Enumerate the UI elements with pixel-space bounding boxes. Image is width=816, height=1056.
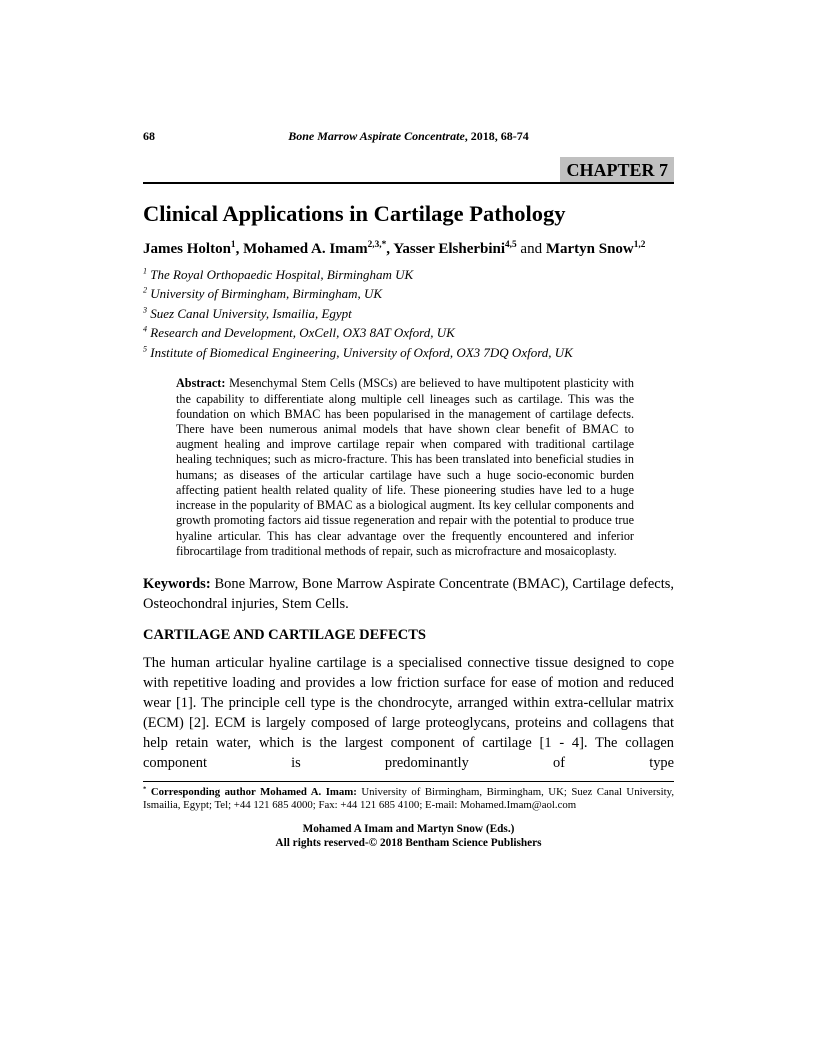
footnote-text: University of Birmingham, Birmingham, UK; Suez Canal University, Ismailia, Egypt; Tel; +44 121 685 4000; Fax: +44 121 685 4100; E-mail: Mohamed.Imam@aol.com: [143, 785, 675, 812]
author-name: Martyn Snow$^{1,2}$: [545, 240, 646, 257]
affiliation-marker: 1: [143, 266, 148, 276]
corresponding-author-footnote: [143, 781, 674, 813]
footnote-label: Corresponding author Mohamed A. Imam:: [150, 785, 357, 798]
keywords-paragraph: [143, 574, 674, 615]
footnote-marker: *: [143, 785, 147, 793]
authors-line: [143, 239, 674, 260]
author-affil-marker: 1,2: [633, 240, 646, 250]
chapter-label: CHAPTER 7: [560, 157, 674, 182]
author-name: Mohamed A. Imam$^{2,3,*}$: [243, 240, 387, 257]
affiliation-marker: 3: [143, 305, 148, 315]
affiliation-marker: 2: [143, 285, 148, 295]
author-name: James Holton$^1$: [143, 240, 236, 257]
affiliation-text: Research and Development, OxCell, OX3 8AT Oxford, UK: [150, 325, 455, 341]
journal-citation: , 2018, 68-74: [464, 129, 529, 143]
affiliation-marker: 4: [143, 324, 148, 334]
affiliation-item: [143, 343, 674, 363]
author-separator: ,: [386, 241, 394, 257]
affiliation-text: Institute of Biomedical Engineering, University of Oxford, OX3 7DQ Oxford, UK: [150, 344, 573, 360]
section-heading: CARTILAGE AND CARTILAGE DEFECTS: [143, 626, 426, 643]
chapter-title: Clinical Applications in Cartilage Pathology: [143, 201, 566, 226]
imprint-editors: Mohamed A Imam and Martyn Snow (Eds.): [302, 822, 515, 835]
publisher-imprint: [143, 822, 674, 850]
affiliation-item: [143, 323, 674, 343]
affiliation-text: Suez Canal University, Ismailia, Egypt: [150, 305, 352, 321]
keywords-label: Keywords:: [143, 575, 211, 592]
affiliation-item: [143, 284, 674, 304]
affiliations-list: [143, 265, 674, 363]
author-name: Yasser Elsherbini$^{4,5}$: [393, 240, 517, 257]
affiliation-item: [143, 265, 674, 285]
running-head: [143, 129, 674, 145]
affiliation-item: [143, 304, 674, 324]
imprint-copyright: All rights reserved-© 2018 Bentham Science Publishers: [275, 836, 542, 849]
affiliation-text: University of Birmingham, Birmingham, UK: [150, 286, 383, 302]
author-affil-marker: 1: [230, 240, 236, 250]
body-paragraph: The human articular hyaline cartilage is a specialised connective tissue designed to cope with repetitive loading and provides a low friction surface for ease of motion and reduced wear [1]. The principle cell type is the chondrocyte, arranged within extra-cellular matrix (ECM) [2]. ECM is largely composed of large proteoglycans, proteins and collagens that help retain water, which is the largest component of cartilage [1 - 4]. The collagen component is predominantly of type: [143, 654, 674, 771]
author-separator: ,: [235, 241, 244, 257]
abstract-label: Abstract:: [176, 376, 226, 391]
abstract-paragraph: [176, 376, 634, 558]
journal-title: Bone Marrow Aspirate Concentrate: [288, 129, 465, 143]
author-separator: and: [516, 241, 546, 257]
affiliation-text: The Royal Orthopaedic Hospital, Birmingham UK: [150, 266, 414, 282]
author-affil-marker: 4,5: [505, 240, 517, 250]
running-title: [143, 129, 674, 144]
page-number: 68: [143, 129, 155, 143]
affiliation-marker: 5: [143, 344, 148, 354]
chapter-band: [143, 157, 674, 184]
keywords-text: Bone Marrow, Bone Marrow Aspirate Concentrate (BMAC), Cartilage defects, Osteochondral injuries, Stem Cells.: [143, 575, 675, 613]
author-affil-marker: 2,3,*: [367, 240, 387, 250]
abstract-text: Mesenchymal Stem Cells (MSCs) are believed to have multipotent plasticity with the capability to differentiate along multiple cell lineages such as cartilage. This was the foundation on which BMAC has been popularised in the management of cartilage defects. There have been numerous animal models that have shown clear benefit of BMAC to augment healing and improve cartilage repair when compared with traditional cartilage healing techniques; such as micro-fracture. This has been translated into beneficial studies in humans; as diseases of the articular cartilage have such a huge socio-economic burden affecting patient health related quality of life. These pioneering studies have led to a huge increase in the popularity of BMAC as a biological augment. Its key cellular components and growth promoting factors aid tissue regeneration and repair with the potential to produce true hyaline articular. This has clear advantage over the frequently encountered and inferior fibrocartilage from traditional methods of repair, such as microfracture and mosaicoplasty.: [176, 376, 635, 558]
